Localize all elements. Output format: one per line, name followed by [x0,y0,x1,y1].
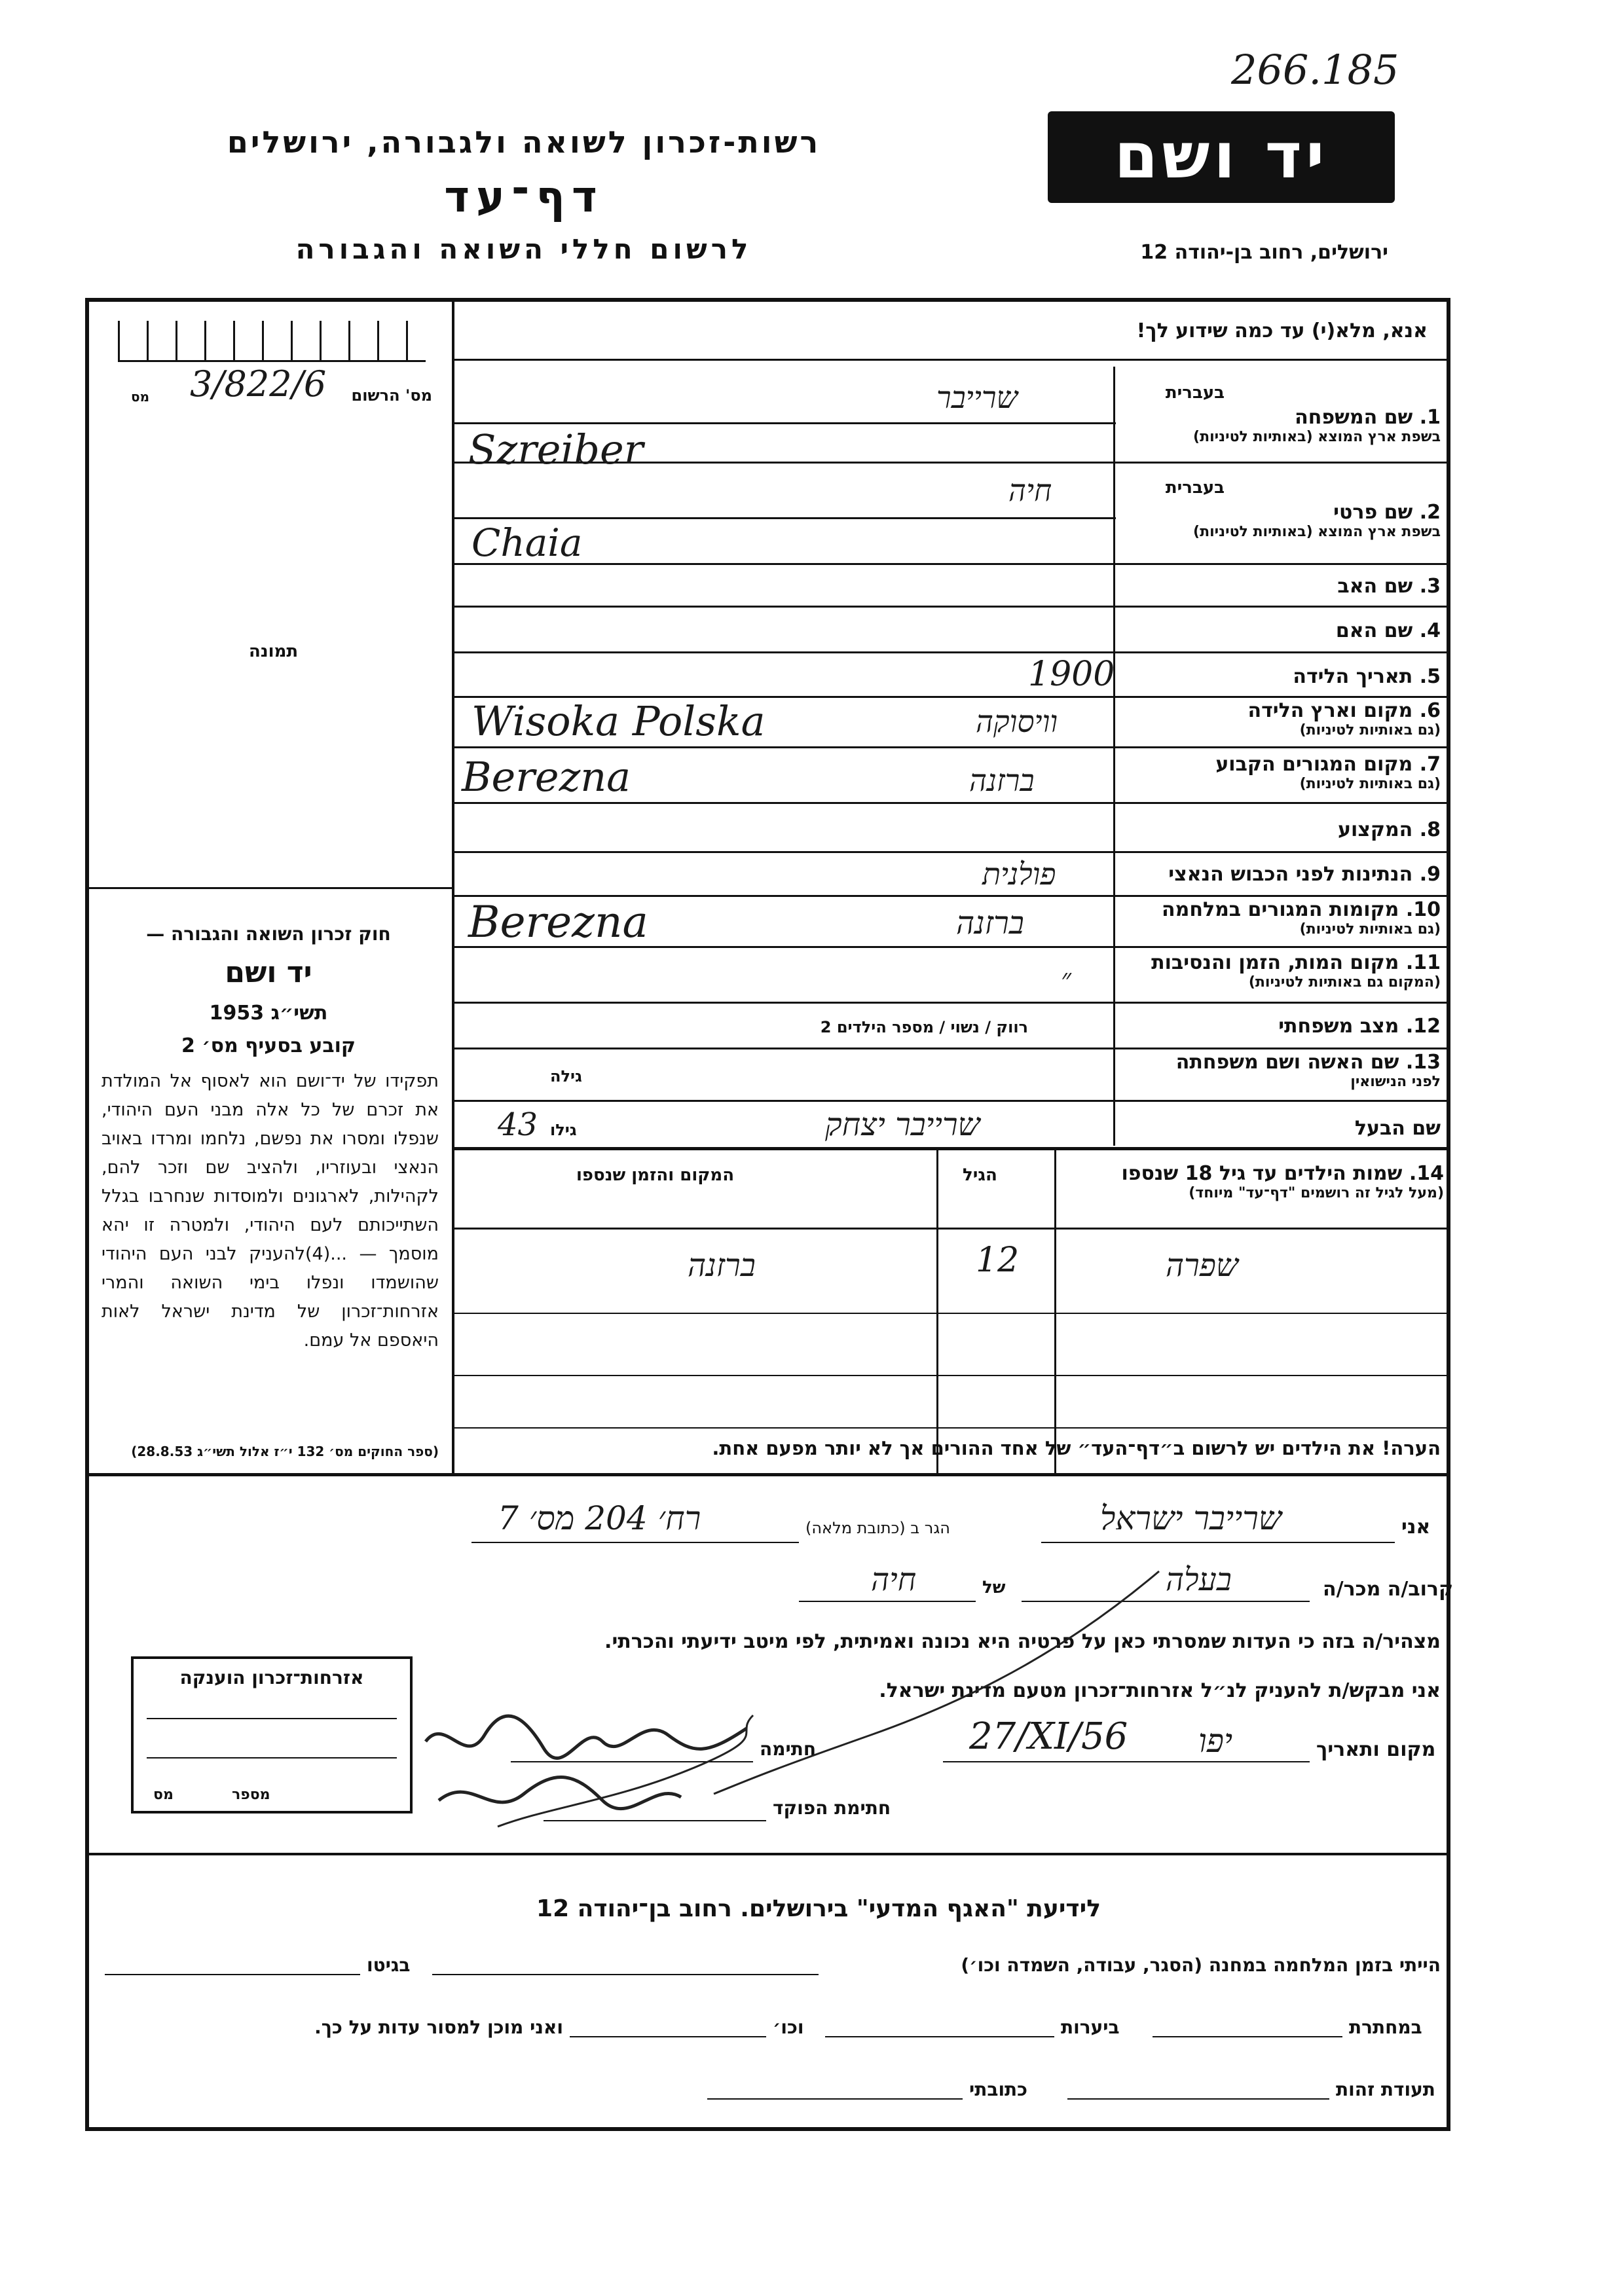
field-2-value-latin: Chaia [471,520,583,565]
field-3-num: 3. [1419,575,1441,598]
decl-officer-label: חתימת הפוקד [773,1797,891,1819]
decl-address-label: הגר ב (כתובת מלאה) [805,1519,950,1537]
decl-of-value: חיה [871,1561,917,1598]
field-12-value: רווק / נשוי / מספר הילדים 2 [820,1018,1028,1036]
field-7-value-he: ברזנה [969,763,1035,798]
footer-title: לידיעת "האגף המדעי" בירושלים. רחוב בן־יהודה 12 [536,1895,1101,1922]
field-9-value: פולנית [982,856,1056,892]
field-1-sub: בשפת ארץ המוצא (באותיות לטיניות) [1193,429,1441,445]
field-6-num: 6. [1419,699,1441,722]
decl-of-label: של [982,1578,1006,1597]
children-num: 14. [1409,1162,1444,1185]
field-11-sub: (המקום גם באותיות לטיניות) [1248,974,1441,991]
yad-vashem-logo [1048,111,1395,203]
form-title: דף־עד [444,172,604,222]
field-12-label [1126,1015,1441,1038]
field-7-label [1126,753,1441,792]
pen-stroke [707,1565,1166,1800]
field-10-title: מקומות המגורים במלחמה [1162,898,1399,921]
record-number: 3/822/6 [190,363,327,405]
field-5-label [1126,665,1441,688]
children-label [1064,1162,1444,1201]
decl-i-label: אני [1401,1516,1431,1539]
field-12-num: 12. [1405,1015,1441,1038]
field-9-label [1126,863,1441,886]
law-name: יד ושם [225,956,312,989]
field-11-title: מקום המות, הזמן והנסיבות [1151,951,1399,974]
logo-text: יד ושם [1114,119,1329,192]
field-10-sub: (גם באותיות לטיניות) [1299,921,1441,938]
field-9-title: הנתינות לפני הכבוש הנאצי [1168,863,1413,886]
field-5-value: 1900 [1028,655,1115,694]
authority-name: רשות-זכרון לשואה ולגבורה, ירושלים [227,124,821,160]
field-2-value-he: חיה [1008,473,1052,508]
footer-line2-c: וכו׳ [773,2016,804,2038]
child-1-age: 12 [976,1241,1020,1280]
field-10-value-latin: Berezna [468,897,648,947]
decl-relative-label: קרוב/ה מכר/ה [1323,1578,1454,1601]
field-6-value-he: וויסוקה [976,704,1058,739]
law-clause: קובע בסעיף מס׳ 2 [181,1034,356,1057]
decl-i-value: שרייבר ישראל [1100,1499,1282,1537]
citizenship-no: מס [153,1787,174,1803]
field-1-num: 1. [1419,406,1441,429]
record-number-ticks [118,321,426,362]
field-1-hebrew-tag: בעברית [1165,383,1225,403]
archive-number: 266.185 [1231,46,1399,94]
decl-place-value: יפו [1198,1722,1233,1760]
field-7-num: 7. [1419,753,1441,776]
field-13-age-label: גילה [550,1067,582,1085]
field-2-hebrew-tag: בעברית [1165,478,1225,498]
decl-date-value: 27/XI/56 [969,1715,1128,1758]
form-subtitle: לרשום חללי השואה והגבורה [295,233,752,265]
record-number-prefix: מס [131,389,150,405]
decl-relative-value: בעלה [1166,1561,1232,1598]
field-2-label [1126,501,1441,540]
children-col-place: המקום והזמן שנספו [576,1165,735,1185]
law-year-he: תשי״ג [270,1002,328,1025]
husband-age: 43 [498,1106,538,1143]
footer-line1-b: בגיטו [367,1954,411,1976]
field-13-label [1126,1051,1441,1090]
decl-address-value: רח׳ 204 מס׳ 7 [498,1499,701,1537]
field-1-value-latin: Szreiber [468,426,644,473]
field-4-title: שם האם [1335,619,1413,642]
field-13-sub: לפני הנישואין [1350,1074,1441,1090]
header-address: ירושלים, רחוב בן-יהודה 12 [1140,241,1388,264]
field-6-sub: (גם באותיות לטיניות) [1299,722,1441,738]
law-year [98,1002,439,1025]
field-7-title: מקום המגורים הקבוע [1215,753,1413,776]
decl-statement: מצהיר/ה בזה כי העדות שמסרתי כאן על פרטיה היא נכונה ואמיתית, לפי מיטב ידיעתי והכרתי. [604,1630,1441,1653]
decl-request: אני מבקש/ת להעניק לנ״ל אזרחות־זכרון מטעם מדינת ישראל. [879,1679,1441,1702]
husband-name: שרייבר יצחק [825,1106,980,1143]
field-11-value: ״ [1061,962,1071,994]
child-1-place: ברזנה [688,1247,756,1284]
children-col-age: הגיל [963,1165,997,1185]
field-8-num: 8. [1419,818,1441,841]
field-5-title: תאריך הלידה [1293,665,1413,688]
field-2-title: שם פרטי [1333,501,1413,524]
law-source: (ספר החוקים מס׳ 132 י״ז אלול תשי״ג 28.8.53) [131,1444,439,1459]
field-5-num: 5. [1419,665,1441,688]
children-sub: (מעל לגיל זה רושמים "דף־עד" מיוחד) [1189,1185,1444,1201]
field-11-label [1126,951,1441,991]
footer-line1-a: הייתי בזמן המלחמה במחנה (הסגר, עבודה, השמדה וכו׳) [961,1954,1441,1976]
field-1-title: שם המשפחה [1295,406,1413,429]
field-13-title: שם האשה ושם משפחתה [1175,1051,1399,1074]
footer-line3-b: כתובתי [969,2079,1028,2100]
field-7-sub: (גם באותיות לטיניות) [1299,776,1441,792]
photo-label: תמונה [249,642,299,661]
decl-place-date-label: מקום ותאריך [1316,1738,1436,1761]
field-1-value-he: שרייבר [936,380,1018,415]
field-6-title: מקום וארץ הלידה [1247,699,1413,722]
record-number-label: מס' הרשום [351,386,432,405]
children-title: שמות הילדים עד גיל 18 שנספו [1121,1162,1403,1185]
field-10-value-he: ברזנה [956,905,1024,941]
child-1-name: שפרה [1166,1247,1238,1284]
field-1-label [1126,406,1441,445]
remark-text: הערה! את הילדים יש לרשום ב״דף־העד״ של אחד ההורים אך לא יותר מפעם אחת. [712,1437,1441,1459]
footer-line2-d: ואני מוכן למסור עדות על כך. [314,2016,563,2038]
field-8-label [1126,818,1441,841]
field-10-label [1126,898,1441,938]
husband-age-label: גילו [550,1121,577,1139]
citizenship-box [131,1656,413,1813]
field-7-value-latin: Berezna [462,753,631,801]
field-13-num: 13. [1405,1051,1441,1074]
field-11-num: 11. [1405,951,1441,974]
law-title: חוק זכרון השואה והגבורה — [146,923,391,945]
field-3-label [1126,575,1441,598]
footer-line2-b: ביערות [1061,2016,1120,2038]
field-6-value-latin: Wisoka Polska [471,697,766,745]
field-9-num: 9. [1419,863,1441,886]
decl-signature-label: חתימה [760,1738,817,1760]
field-8-title: המקצוע [1337,818,1413,841]
law-year-num: 1953 [209,1002,265,1025]
field-4-num: 4. [1419,619,1441,642]
law-body: תפקידו של יד־ושם הוא לאסוף אל המולדת את זכרם של כל אלה מבני העם היהודי, שנפלו ומסרו את נפשם, נלחמו ומרדו באויב הנאצי ובעוזריו, ולהציב שם וזכר להם, לקהילות, לארגונים ולמוסדות שנחרבו בגלל השתייכותם לעם היהודי, ולמטרה זו יהא מוסמך — ...(4)להעניק לבני העם היהודי שהושמדו ונפלו בימי השואה והמרי אזרחות־זכרון של מדינת ישראל לאות היאספם אל עמם. [101,1071,439,1351]
field-2-sub: בשפת ארץ המוצא (באותיות לטיניות) [1193,524,1441,540]
field-6-label [1126,699,1441,738]
field-10-num: 10. [1405,898,1441,921]
field-12-title: מצב משפחתי [1278,1015,1399,1038]
footer-line2-a: במחתרת [1349,2016,1422,2038]
citizenship-title: אזרחות־זכרון הוענקה [179,1667,364,1688]
field-4-label [1126,619,1441,642]
field-3-title: שם האב [1337,575,1413,598]
husband-label: שם הבעל [1354,1117,1441,1140]
citizenship-number-label: מספר [232,1787,270,1803]
footer-line3-a: תעודת זהות [1336,2079,1435,2100]
instruction-text: אנא, מלא(י) עד כמה שידוע לך! [1136,319,1428,342]
field-2-num: 2. [1419,501,1441,524]
